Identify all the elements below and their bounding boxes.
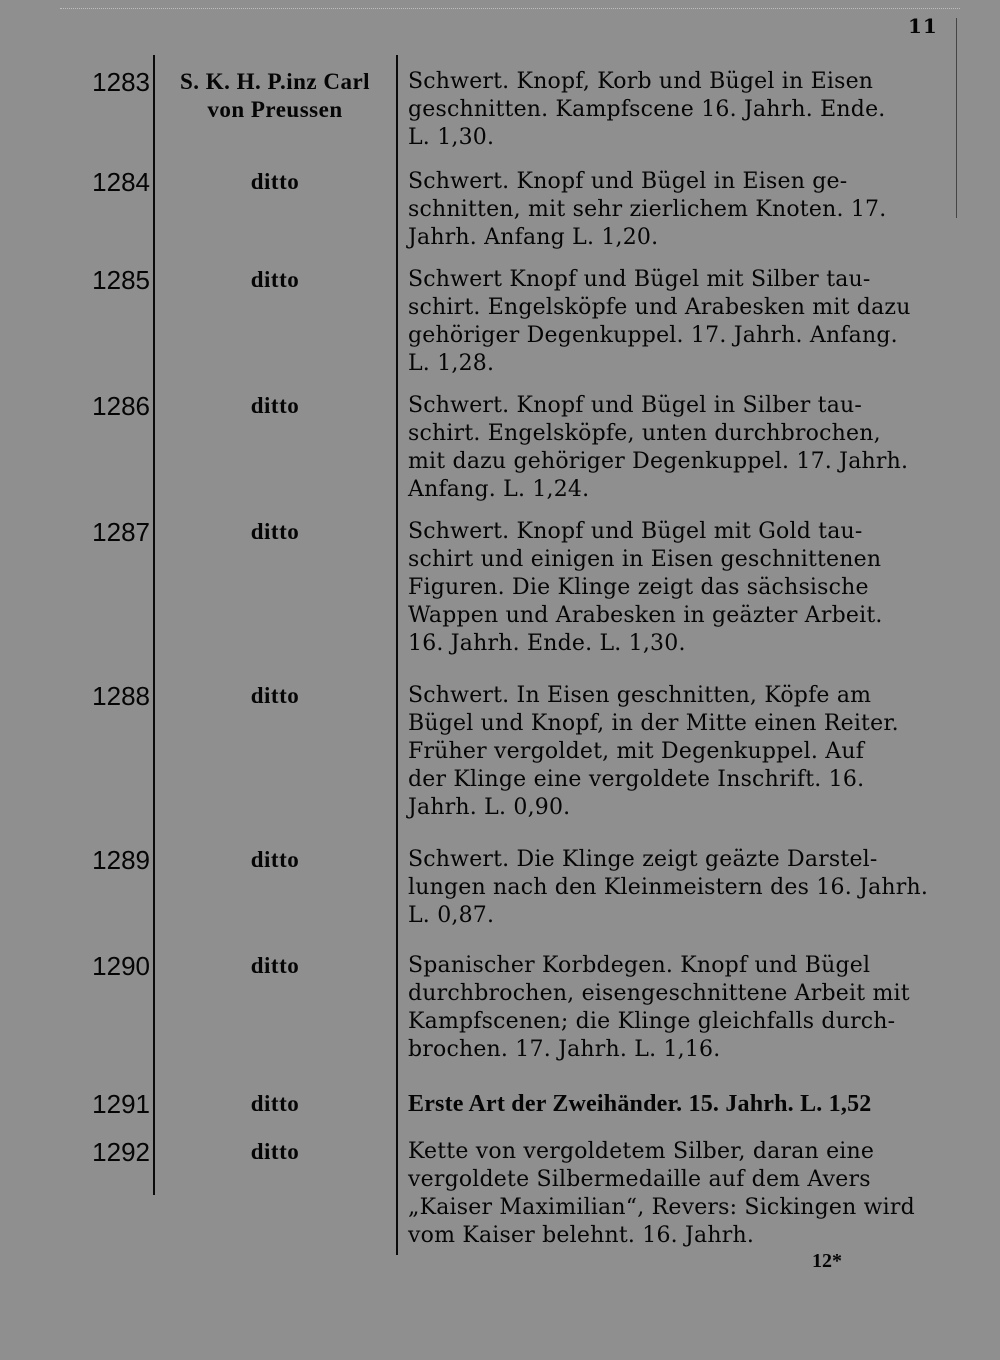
entry-number: 1288 (92, 681, 150, 711)
entry-number: 1290 (92, 951, 150, 981)
entry-owner: S. K. H. P.inz Carl von Preussen (179, 69, 371, 122)
entry-owner: ditto (250, 1091, 300, 1116)
entry-owner: ditto (250, 847, 300, 872)
entry-number: 1287 (92, 517, 150, 547)
entry-owner: ditto (250, 683, 300, 708)
entry-number: 1284 (92, 167, 150, 197)
entry-number: 1285 (92, 265, 150, 295)
entry-description: Schwert. Die Klinge zeigt geäzte Darstel- lungen nach den Kleinmeistern des 16. Jahrh. L. 0,87. (408, 847, 929, 928)
entry-description: Schwert Knopf und Bügel mit Silber tau- schirt. Engelsköpfe und Arabesken mit dazu gehöriger Degenkuppel. 17. Jahrh. Anfang. L. 1,28. (408, 267, 911, 376)
entry-owner: ditto (250, 267, 300, 292)
entry-number: 1289 (92, 845, 150, 875)
entry-description: Schwert. Knopf und Bügel in Silber tau- schirt. Engelsköpfe, unten durchbrochen, mit dazu gehöriger Degenkuppel. 17. Jahrh. Anfang. L. 1,24. (408, 393, 909, 502)
entry-description: Schwert. Knopf und Bügel in Eisen ge- schnitten, mit sehr zierlichem Knoten. 17. Jahrh. Anfang L. 1,20. (408, 169, 887, 250)
entry-description: Kette von vergoldetem Silber, daran eine vergoldete Silbermedaille auf dem Avers „Kaiser Maximilian“, Revers: Sickingen wird vom Kaiser belehnt. 16. Jahrh. (408, 1139, 915, 1248)
entry-number: 1292 (92, 1137, 150, 1167)
entry-description: Schwert. Knopf und Bügel mit Gold tau- schirt und einigen in Eisen geschnittenen Figuren. Die Klinge zeigt das sächsische Wappen und Arabesken in geäzter Arbeit. 16. Jahrh. Ende. L. 1,30. (408, 519, 883, 656)
entry-number: 1291 (92, 1089, 150, 1119)
entry-description: Schwert. Knopf, Korb und Bügel in Eisen geschnitten. Kampfscene 16. Jahrh. Ende. L. 1,30. (408, 69, 886, 150)
entry-owner: ditto (250, 393, 300, 418)
entry-description: Spanischer Korbdegen. Knopf und Bügel durchbrochen, eisengeschnittene Arbeit mit Kampfscenen; die Klinge gleichfalls durch- brochen. 17. Jahrh. L. 1,16. (408, 953, 910, 1062)
entry-owner: ditto (250, 953, 300, 978)
entry-number: 1286 (92, 391, 150, 421)
page-number: 11 (908, 14, 938, 38)
entry-owner: ditto (250, 1139, 300, 1164)
entry-number: 1283 (92, 67, 150, 97)
column-rule-right (396, 55, 398, 1255)
column-rule-left (153, 55, 155, 1195)
sheet-signature-mark: 12* (812, 1250, 842, 1272)
entry-description: Erste Art der Zweihänder. 15. Jahrh. L. 1,52 (408, 1091, 872, 1117)
right-edge-rule (956, 18, 957, 218)
scan-noise (60, 8, 960, 17)
entry-owner: ditto (250, 169, 300, 194)
entry-owner: ditto (250, 519, 300, 544)
entry-description: Schwert. In Eisen geschnitten, Köpfe am Bügel und Knopf, in der Mitte einen Reiter. Früher vergoldet, mit Degenkuppel. Auf der Klinge eine vergoldete Inschrift. 16. Jahrh. L. 0,90. (408, 683, 899, 820)
